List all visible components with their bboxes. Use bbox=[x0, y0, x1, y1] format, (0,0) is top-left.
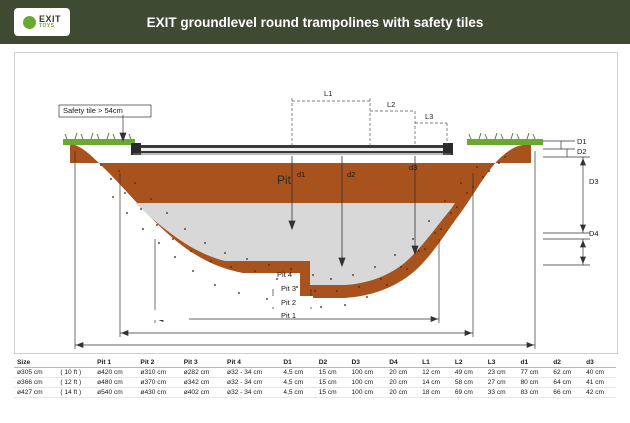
cell-D2: 15 cm bbox=[316, 388, 349, 398]
cell-pit3: ø342 cm bbox=[181, 378, 224, 388]
dim-label-D1: D1 bbox=[577, 137, 587, 146]
pit-area-label: Pit bbox=[277, 173, 292, 187]
col-L3: L3 bbox=[485, 358, 518, 368]
cell-pit2: ø370 cm bbox=[137, 378, 180, 388]
safety-tile-note: Safety tile > 54cm bbox=[63, 106, 123, 115]
col-L2: L2 bbox=[452, 358, 485, 368]
col-d2: d2 bbox=[550, 358, 583, 368]
diagram-frame bbox=[14, 52, 618, 354]
cell-pit2: ø310 cm bbox=[137, 368, 180, 378]
dim-label-L3: L3 bbox=[425, 112, 434, 121]
cell-L2: 58 cm bbox=[452, 378, 485, 388]
dim-label-D4: D4 bbox=[589, 229, 599, 238]
cell-d1: 80 cm bbox=[517, 378, 550, 388]
cell-size-ft: ( 12 ft ) bbox=[57, 378, 94, 388]
depth-label-d2: d2 bbox=[347, 170, 356, 179]
table-row bbox=[14, 378, 616, 388]
cell-pit3: ø282 cm bbox=[181, 368, 224, 378]
specs-table bbox=[14, 358, 616, 416]
cell-d3: 41 cm bbox=[583, 378, 616, 388]
cell-L1: 14 cm bbox=[419, 378, 452, 388]
cell-L3: 33 cm bbox=[485, 388, 518, 398]
cell-pit1: ø480 cm bbox=[94, 378, 137, 388]
col-d3: d3 bbox=[583, 358, 616, 368]
depth-label-d3: d3 bbox=[409, 163, 418, 172]
col-L1: L1 bbox=[419, 358, 452, 368]
cell-pit4: ø32 - 34 cm bbox=[224, 388, 280, 398]
dim-label-pit4: Pit 4 bbox=[277, 270, 293, 279]
table-header-row bbox=[14, 358, 616, 368]
logo-sub-text: TOYS bbox=[38, 23, 55, 29]
cell-D4: 20 cm bbox=[386, 378, 419, 388]
dim-label-pit3: Pit 3 bbox=[281, 284, 297, 293]
page-title: EXIT groundlevel round trampolines with safety tiles bbox=[146, 14, 484, 30]
cross-section-drawing bbox=[15, 53, 617, 353]
cell-D3: 100 cm bbox=[349, 388, 387, 398]
cell-D4: 20 cm bbox=[386, 388, 419, 398]
cell-d1: 77 cm bbox=[517, 368, 550, 378]
cell-pit1: ø540 cm bbox=[94, 388, 137, 398]
page-header bbox=[0, 0, 630, 44]
col-pit2: Pit 2 bbox=[137, 358, 180, 368]
col-d1: d1 bbox=[517, 358, 550, 368]
cell-d2: 64 cm bbox=[550, 378, 583, 388]
cell-pit4: ø32 - 34 cm bbox=[224, 368, 280, 378]
cell-L3: 23 cm bbox=[485, 368, 518, 378]
cell-size-ft: ( 10 ft ) bbox=[57, 368, 94, 378]
col-pit4: Pit 4 bbox=[224, 358, 280, 368]
dim-label-L1: L1 bbox=[324, 89, 333, 98]
cell-L2: 49 cm bbox=[452, 368, 485, 378]
cell-size: ø427 cm bbox=[14, 388, 57, 398]
cell-L2: 69 cm bbox=[452, 388, 485, 398]
cell-D3: 100 cm bbox=[349, 368, 387, 378]
cell-pit1: ø420 cm bbox=[94, 368, 137, 378]
cell-D1: 4,5 cm bbox=[280, 388, 315, 398]
cell-size-ft: ( 14 ft ) bbox=[57, 388, 94, 398]
cell-L1: 18 cm bbox=[419, 388, 452, 398]
logo-brand-text: EXIT bbox=[38, 14, 61, 24]
col-size: Size bbox=[14, 358, 57, 368]
dim-label-pit1: Pit 1 bbox=[281, 311, 297, 320]
dim-label-L2: L2 bbox=[387, 100, 396, 109]
col-D3: D3 bbox=[349, 358, 387, 368]
cell-L1: 12 cm bbox=[419, 368, 452, 378]
dim-label-D3: D3 bbox=[589, 177, 599, 186]
col-pit3: Pit 3 bbox=[181, 358, 224, 368]
cell-pit3: ø402 cm bbox=[181, 388, 224, 398]
cell-d1: 83 cm bbox=[517, 388, 550, 398]
dim-label-D2: D2 bbox=[577, 147, 587, 156]
cell-L3: 27 cm bbox=[485, 378, 518, 388]
cell-pit2: ø430 cm bbox=[137, 388, 180, 398]
cell-d2: 62 cm bbox=[550, 368, 583, 378]
col-pit1: Pit 1 bbox=[94, 358, 137, 368]
cell-size: ø305 cm bbox=[14, 368, 57, 378]
cell-D2: 15 cm bbox=[316, 368, 349, 378]
col-D1: D1 bbox=[280, 358, 315, 368]
cell-size: ø366 cm bbox=[14, 378, 57, 388]
table-row bbox=[14, 388, 616, 398]
depth-label-d1: d1 bbox=[297, 170, 306, 179]
cell-d3: 40 cm bbox=[583, 368, 616, 378]
cell-D2: 15 cm bbox=[316, 378, 349, 388]
col-D4: D4 bbox=[386, 358, 419, 368]
cell-D1: 4,5 cm bbox=[280, 368, 315, 378]
dim-label-pit2: Pit 2 bbox=[281, 298, 297, 307]
cell-d2: 66 cm bbox=[550, 388, 583, 398]
col-size-ft bbox=[57, 358, 94, 368]
cell-D4: 20 cm bbox=[386, 368, 419, 378]
col-D2: D2 bbox=[316, 358, 349, 368]
cell-pit4: ø32 - 34 cm bbox=[224, 378, 280, 388]
cell-d3: 42 cm bbox=[583, 388, 616, 398]
cell-D1: 4,5 cm bbox=[280, 378, 315, 388]
table-row bbox=[14, 368, 616, 378]
cell-D3: 100 cm bbox=[349, 378, 387, 388]
